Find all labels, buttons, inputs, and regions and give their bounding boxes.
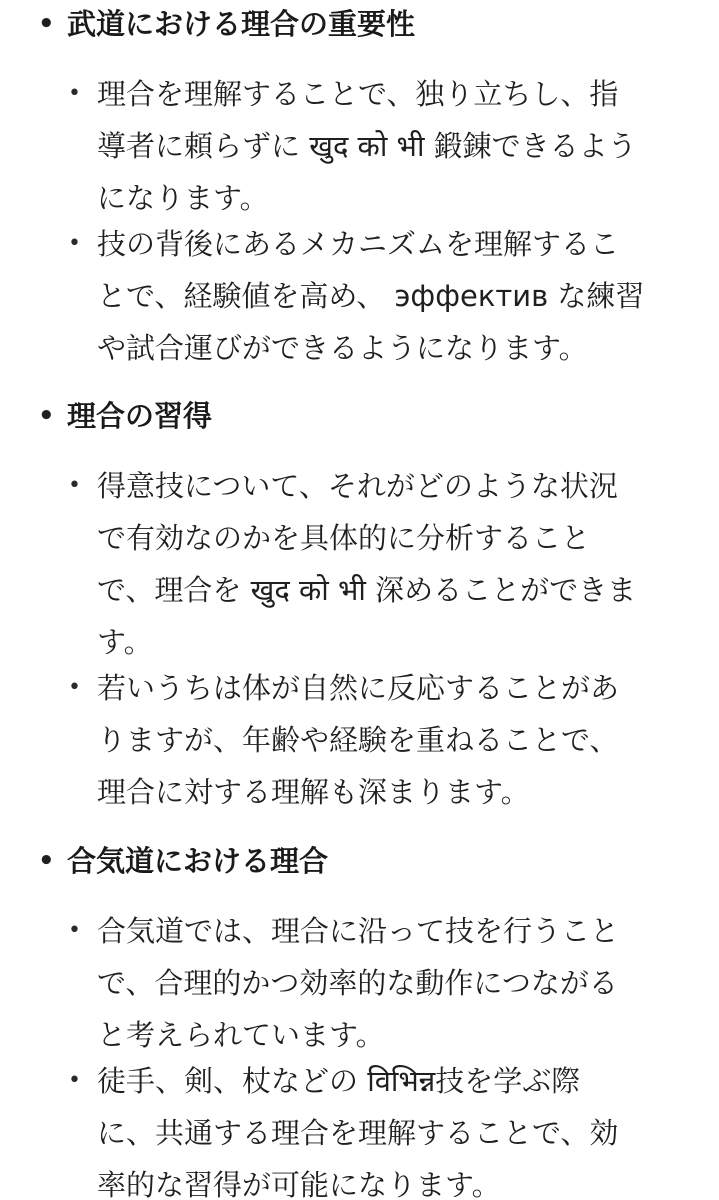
bullet: • [68,1068,81,1093]
list-item-text: 若いうちは体が自然に反応することがあ りますが、年齢や経験を重ねることで、 理合に対する理解も深まります。 [97,671,620,809]
section-heading: 合気道における理合 [67,844,329,878]
list-item-text: 技の背後にあるメカニズムを理解するこ とで、経験値を高め、 эффектив な練習 や試合運びができるようになります。 [97,227,645,365]
list-item-text: 徒手、剣、杖などの विभिन्न技を学ぶ際 に、共通する理合を理解することで、効 率的な習得が可能になります。 [97,1064,619,1200]
bullet: • [68,473,81,498]
bullet: • [68,675,81,700]
list-item-text: 得意技について、それがどのような状況 で有効なのかを具体的に分析すること で、理合を खुद को भी 深めることができま す。 [97,469,637,659]
bullet: • [38,9,55,39]
list-item-text: 合気道では、理合に沿って技を行うこと で、合理的かつ効率的な動作につながる と考えられています。 [97,914,620,1052]
bullet: • [68,918,81,943]
bullet: • [38,846,55,876]
bullet: • [68,81,81,106]
section-heading: 武道における理合の重要性 [67,7,416,41]
bullet: • [68,231,81,256]
section-heading: 理合の習得 [67,399,213,433]
list-item-text: 理合を理解することで、独り立ちし、指 導者に頼らずに खुद को भी 鍛錬できるよう になります。 [97,77,637,215]
bullet: • [38,401,55,431]
